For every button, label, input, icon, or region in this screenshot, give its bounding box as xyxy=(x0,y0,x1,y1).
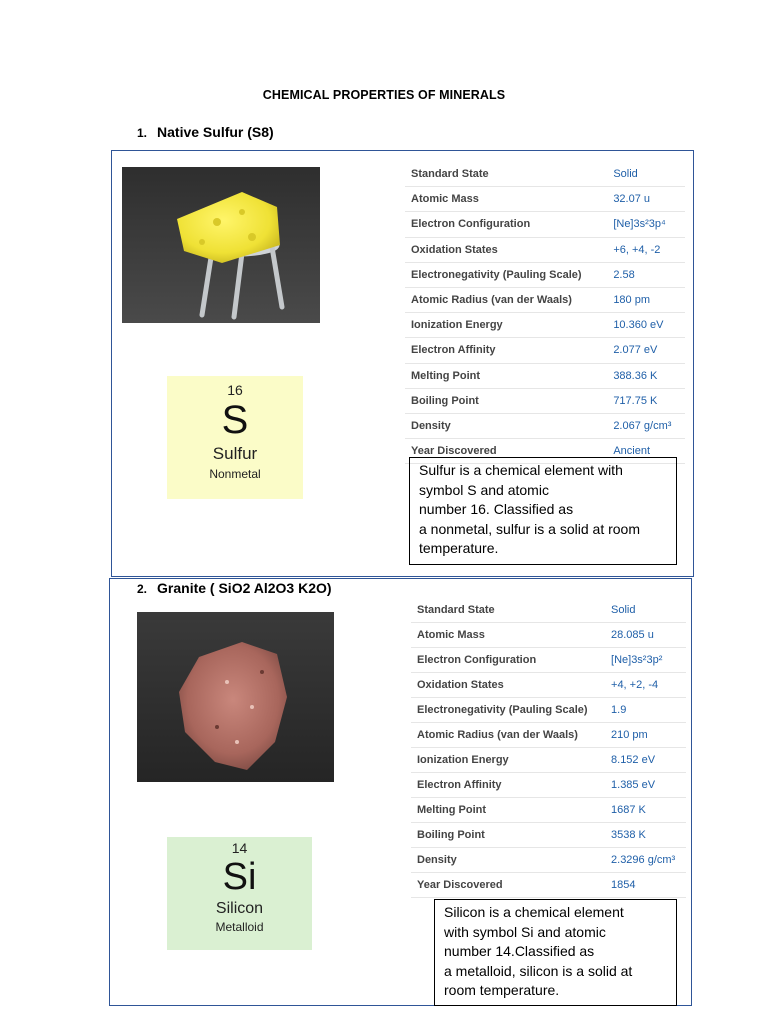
tile-symbol: Si xyxy=(222,856,257,898)
tile-atomic-number: 14 xyxy=(231,840,248,856)
description-box-sulfur xyxy=(409,457,677,565)
property-label: Ionization Energy xyxy=(405,313,607,338)
section-number: 2. xyxy=(137,582,148,596)
description-line: number 14.Classified as xyxy=(444,943,595,959)
description-line: Silicon is a chemical element xyxy=(444,904,624,920)
property-row xyxy=(405,413,685,438)
property-value: 1687 K xyxy=(605,798,686,823)
property-value: +4, +2, -4 xyxy=(605,673,686,698)
property-label: Atomic Radius (van der Waals) xyxy=(405,287,607,312)
description-line: symbol S and atomic xyxy=(419,481,549,498)
property-value: Ancient xyxy=(607,439,685,464)
property-value: [Ne]3s²3p⁴ xyxy=(607,212,685,237)
property-label: Density xyxy=(411,848,605,873)
property-value: 2.3296 g/cm³ xyxy=(605,848,686,873)
tile-name: Silicon xyxy=(215,900,264,917)
granite-photo xyxy=(137,612,334,782)
property-row xyxy=(405,237,685,262)
property-label: Boiling Point xyxy=(405,388,607,413)
property-label: Electronegativity (Pauling Scale) xyxy=(411,698,605,723)
property-row xyxy=(405,313,685,338)
section-title: Native Sulfur (S8) xyxy=(157,124,274,140)
description-line: room temperature. xyxy=(444,982,560,998)
property-row xyxy=(411,748,686,773)
property-value: +6, +4, -2 xyxy=(607,237,685,262)
description-line: with symbol Si and atomic xyxy=(444,923,606,940)
property-label: Electronegativity (Pauling Scale) xyxy=(405,262,607,287)
property-label: Melting Point xyxy=(405,363,607,388)
property-label: Boiling Point xyxy=(411,823,605,848)
property-value: 388.36 K xyxy=(607,363,685,388)
property-value: 1854 xyxy=(605,873,686,898)
tile-category: Metalloid xyxy=(215,920,264,934)
property-row xyxy=(411,623,686,648)
property-row xyxy=(411,673,686,698)
description-line: a nonmetal, sulfur is a solid at room xyxy=(419,520,640,537)
property-value: Solid xyxy=(605,598,686,623)
tile-name: Sulfur xyxy=(212,444,258,463)
property-label: Ionization Energy xyxy=(411,748,605,773)
property-value: Solid xyxy=(607,162,685,187)
property-label: Electron Configuration xyxy=(405,212,607,237)
element-tile-silicon xyxy=(167,837,312,950)
section-number: 1. xyxy=(137,126,148,140)
property-row xyxy=(405,363,685,388)
tile-symbol: S xyxy=(221,398,249,442)
tile-category: Nonmetal xyxy=(209,467,261,481)
property-row xyxy=(405,287,685,312)
property-row xyxy=(411,773,686,798)
property-label: Electron Configuration xyxy=(411,648,605,673)
property-row xyxy=(405,262,685,287)
property-label: Melting Point xyxy=(411,798,605,823)
sulfur-photo xyxy=(122,167,320,323)
property-value: 180 pm xyxy=(607,287,685,312)
document-title: CHEMICAL PROPERTIES OF MINERALS xyxy=(262,88,506,102)
property-value: 2.58 xyxy=(607,262,685,287)
property-label: Oxidation States xyxy=(411,673,605,698)
section-heading-sulfur xyxy=(137,124,274,140)
property-row xyxy=(405,187,685,212)
property-label: Oxidation States xyxy=(405,237,607,262)
property-row xyxy=(411,798,686,823)
property-row xyxy=(411,723,686,748)
property-label: Electron Affinity xyxy=(411,773,605,798)
property-value: 8.152 eV xyxy=(605,748,686,773)
property-row xyxy=(411,598,686,623)
property-value: [Ne]3s²3p² xyxy=(605,648,686,673)
property-value: 10.360 eV xyxy=(607,313,685,338)
tile-atomic-number: 16 xyxy=(227,382,243,398)
description-line: temperature. xyxy=(419,540,499,556)
properties-table-sulfur xyxy=(405,162,685,464)
property-label: Atomic Mass xyxy=(411,623,605,648)
property-label: Year Discovered xyxy=(405,439,607,464)
property-row xyxy=(405,162,685,187)
property-row xyxy=(411,698,686,723)
description-box-silicon xyxy=(434,899,677,1006)
property-value: 28.085 u xyxy=(605,623,686,648)
section-title: Granite ( SiO2 Al2O3 K2O) xyxy=(157,580,332,596)
description-line: Sulfur is a chemical element with xyxy=(419,462,623,478)
property-value: 1.385 eV xyxy=(605,773,686,798)
property-row xyxy=(411,873,686,898)
property-label: Year Discovered xyxy=(411,873,605,898)
property-row xyxy=(411,823,686,848)
properties-table-silicon xyxy=(411,598,686,898)
property-row xyxy=(411,648,686,673)
property-row xyxy=(405,212,685,237)
property-row xyxy=(411,848,686,873)
property-label: Atomic Radius (van der Waals) xyxy=(411,723,605,748)
property-row xyxy=(405,388,685,413)
property-value: 2.077 eV xyxy=(607,338,685,363)
description-line: number 16. Classified as xyxy=(419,501,574,517)
property-label: Atomic Mass xyxy=(405,187,607,212)
property-value: 717.75 K xyxy=(607,388,685,413)
property-value: 210 pm xyxy=(605,723,686,748)
description-line: a metalloid, silicon is a solid at xyxy=(444,962,633,979)
property-label: Density xyxy=(405,413,607,438)
property-label: Electron Affinity xyxy=(405,338,607,363)
property-label: Standard State xyxy=(411,598,605,623)
property-value: 3538 K xyxy=(605,823,686,848)
element-tile-sulfur xyxy=(167,376,303,499)
property-value: 1.9 xyxy=(605,698,686,723)
property-label: Standard State xyxy=(405,162,607,187)
property-row xyxy=(405,338,685,363)
property-value: 2.067 g/cm³ xyxy=(607,413,685,438)
property-value: 32.07 u xyxy=(607,187,685,212)
